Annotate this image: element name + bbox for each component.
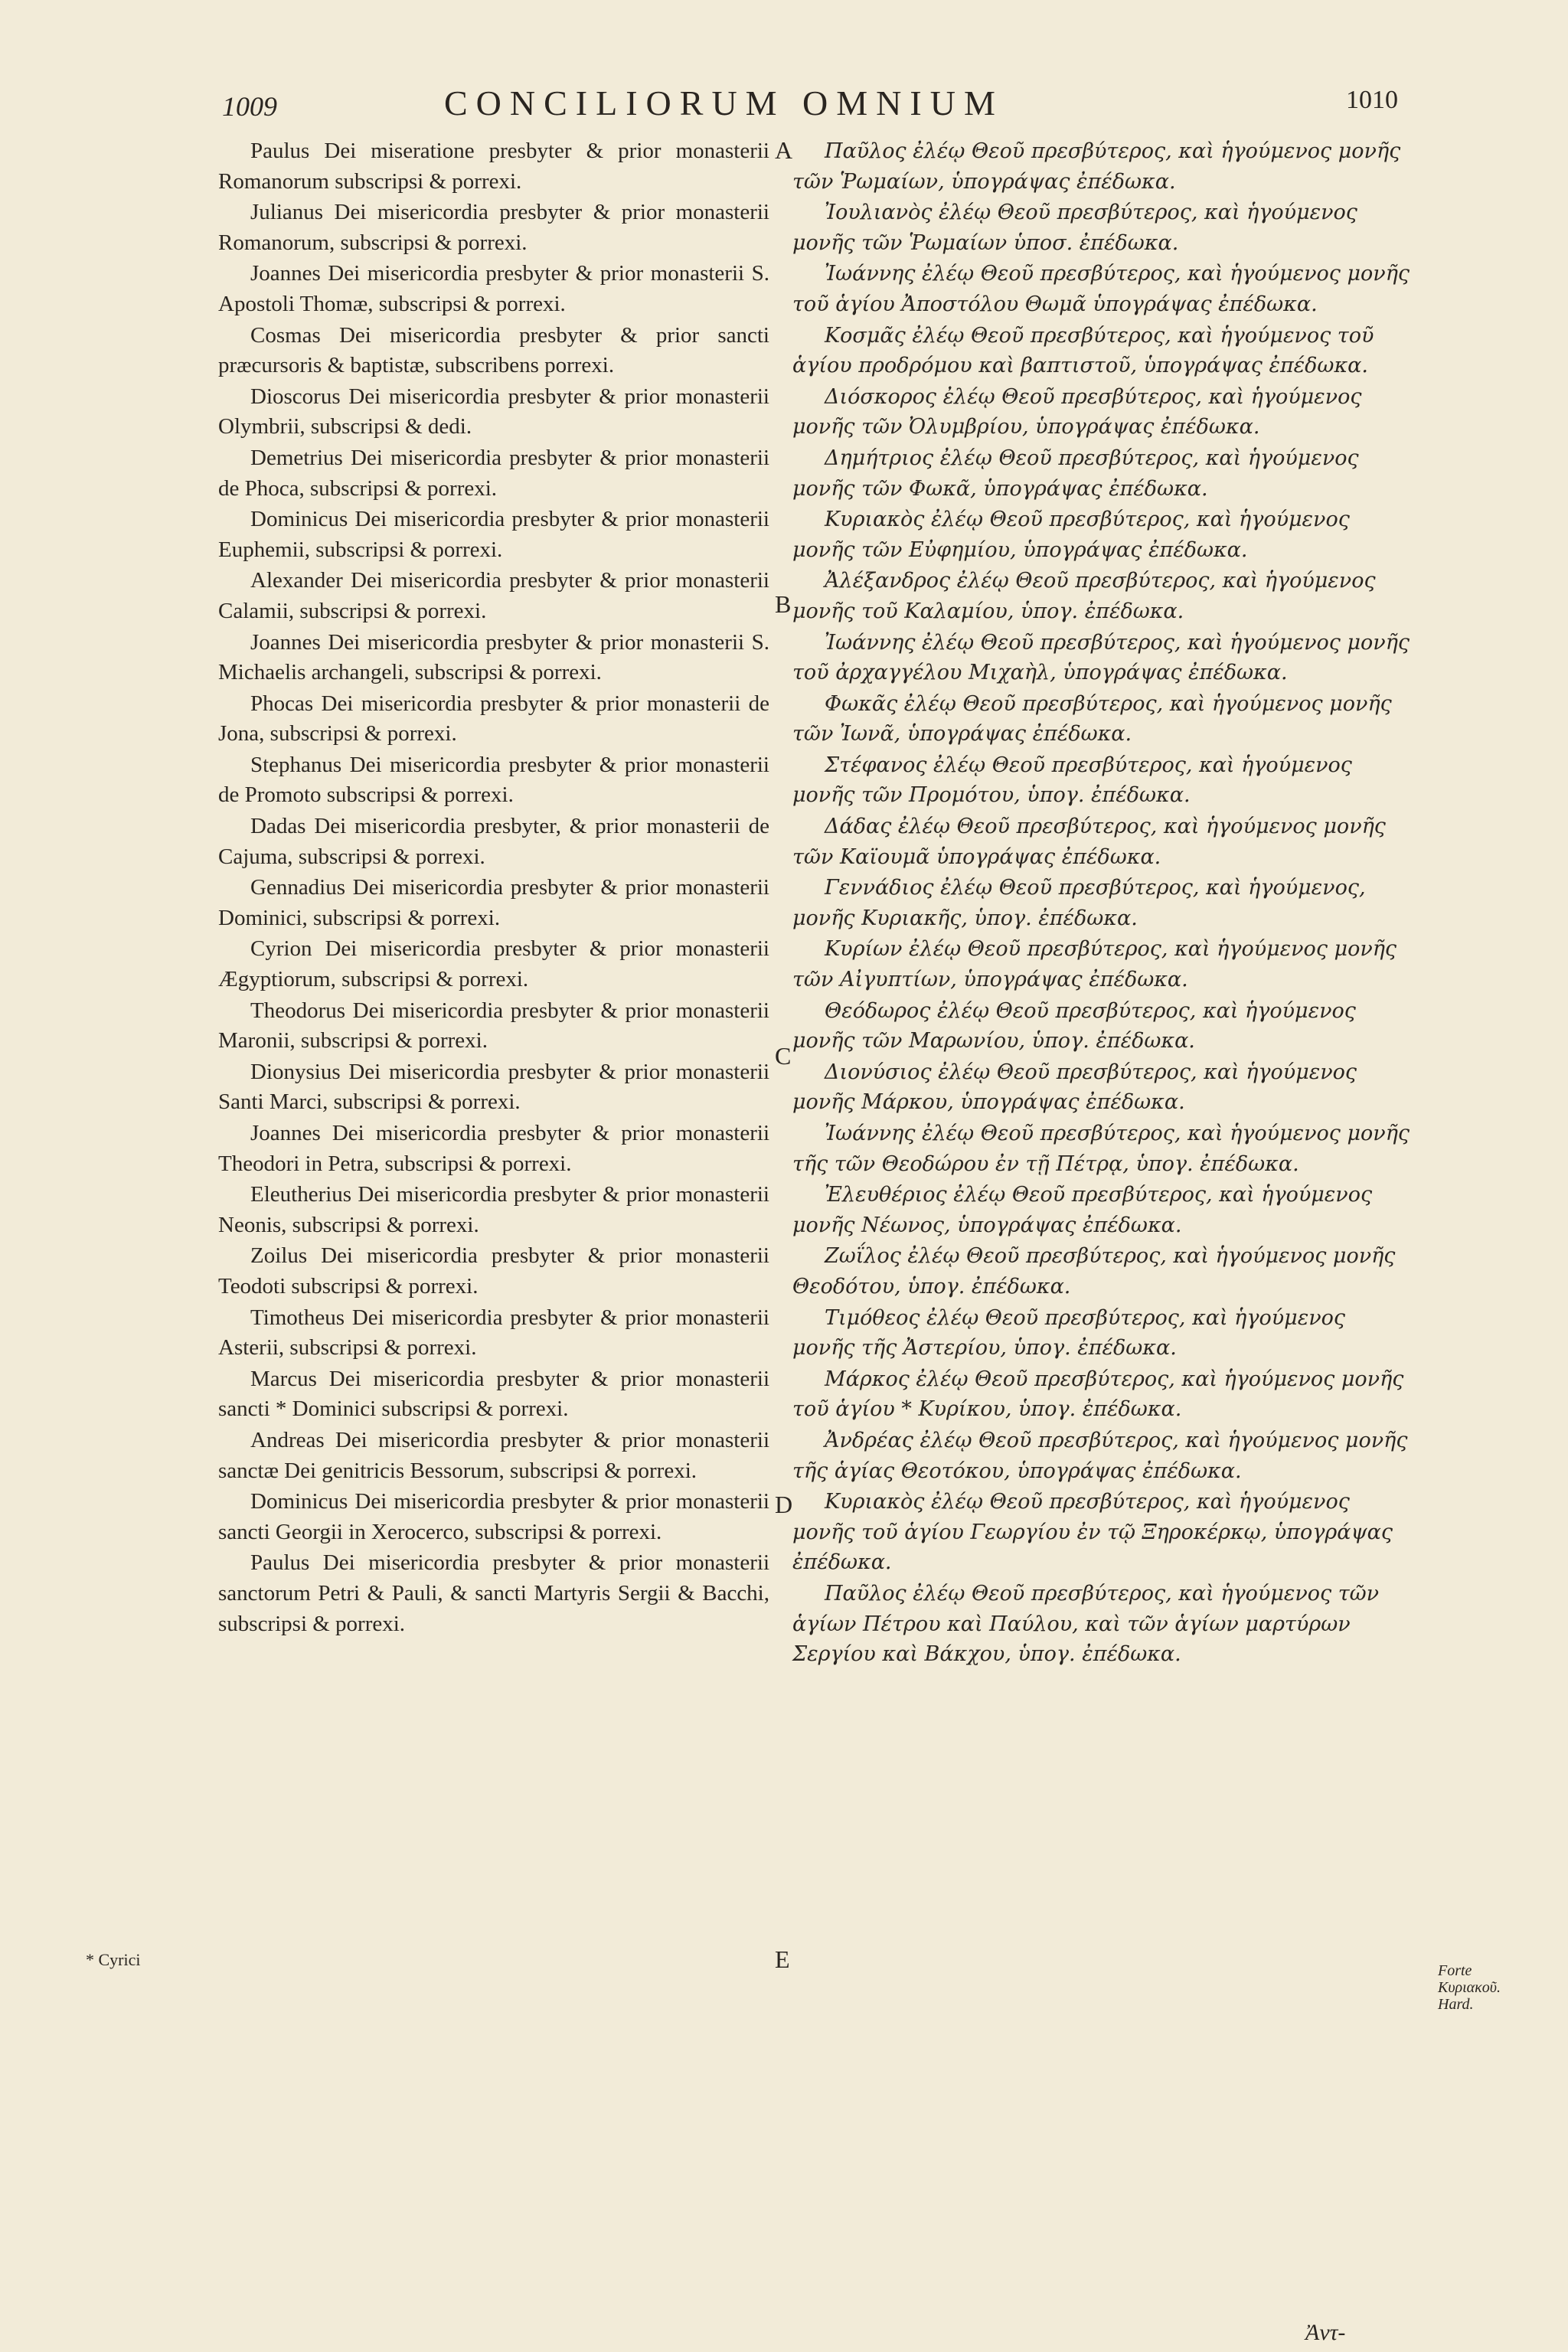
margin-note-right: Forte Κυριακοῦ. Hard. bbox=[1438, 1962, 1501, 2013]
greek-entry: Κυριακὸς ἐλέῳ Θεοῦ πρεσβύτερος, καὶ ἡγούμενος μονῆς τῶν Εὐφημίου, ὑπογράψας ἐπέδωκα. bbox=[792, 508, 1350, 562]
section-letter-b: B bbox=[775, 590, 792, 618]
latin-entry: Phocas Dei misericordia presbyter & prior monasterii de Jona, subscripsi & porrexi. bbox=[218, 691, 769, 746]
latin-entry: Zoilus Dei misericordia presbyter & prior monasterii Teodoti subscripsi & porrexi. bbox=[218, 1243, 769, 1298]
greek-column bbox=[792, 136, 1413, 1671]
greek-entry: Διόσκορος ἐλέῳ Θεοῦ πρεσβύτερος, καὶ ἡγούμενος μονῆς τῶν Ὀλυμβρίου, ὑπογράψας ἐπέδωκα. bbox=[792, 384, 1362, 439]
latin-entry: Andreas Dei misericordia presbyter & prior monasterii sanctæ Dei genitricis Bessorum, subscripsi & porrexi. bbox=[218, 1427, 769, 1483]
greek-entry: Παῦλος ἐλέῳ Θεοῦ πρεσβύτερος, καὶ ἡγούμενος τῶν ἁγίων Πέτρου καὶ Παύλου, καὶ τῶν ἁγίων μαρτύρων Σεργίου καὶ Βάκχου, ὑπογ. ἐπέδωκα. bbox=[792, 1581, 1380, 1667]
latin-entry: Cyrion Dei misericordia presbyter & prior monasterii Ægyptiorum, subscripsi & porrexi. bbox=[218, 936, 769, 992]
greek-entry: Ἰουλιανὸς ἐλέῳ Θεοῦ πρεσβύτερος, καὶ ἡγούμενος μονῆς τῶν Ῥωμαίων ὑποσ. ἐπέδωκα. bbox=[792, 201, 1357, 255]
latin-entry: Gennadius Dei misericordia presbyter & prior monasterii Dominici, subscripsi & porrexi. bbox=[218, 875, 769, 930]
latin-entry: Dadas Dei misericordia presbyter, & prior monasterii de Cajuma, subscripsi & porrexi. bbox=[218, 814, 769, 869]
section-letter-d: D bbox=[775, 1491, 793, 1518]
greek-entry: Ζωΐλος ἐλέῳ Θεοῦ πρεσβύτερος, καὶ ἡγούμενος μονῆς Θεοδότου, ὑπογ. ἐπέδωκα. bbox=[792, 1244, 1396, 1298]
greek-entry: Δημήτριος ἐλέῳ Θεοῦ πρεσβύτερος, καὶ ἡγούμενος μονῆς τῶν Φωκᾶ, ὑπογράψας ἐπέδωκα. bbox=[792, 446, 1359, 501]
page-number-right: 1010 bbox=[1346, 86, 1398, 114]
latin-column bbox=[218, 136, 769, 1640]
latin-entry: Theodorus Dei misericordia presbyter & prior monasterii Maronii, subscripsi & porrexi. bbox=[218, 998, 769, 1054]
greek-entry: Γεννάδιος ἐλέῳ Θεοῦ πρεσβύτερος, καὶ ἡγούμενος, μονῆς Κυριακῆς, ὑπογ. ἐπέδωκα. bbox=[792, 876, 1366, 930]
section-letter-e: E bbox=[775, 1945, 790, 1973]
greek-entry: Ἀνδρέας ἐλέῳ Θεοῦ πρεσβύτερος, καὶ ἡγούμενος μονῆς τῆς ἁγίας Θεοτόκου, ὑπογράψας ἐπέδωκα. bbox=[792, 1428, 1408, 1483]
latin-entry: Dominicus Dei misericordia presbyter & prior monasterii sancti Georgii in Xerocerco, subscripsi & porrexi. bbox=[218, 1489, 769, 1544]
section-letter-c: C bbox=[775, 1042, 792, 1070]
greek-entry: Διονύσιος ἐλέῳ Θεοῦ πρεσβύτερος, καὶ ἡγούμενος μονῆς Μάρκου, ὑπογράψας ἐπέδωκα. bbox=[792, 1060, 1357, 1115]
greek-entry: Κυρίων ἐλέῳ Θεοῦ πρεσβύτερος, καὶ ἡγούμενος μονῆς τῶν Αἰγυπτίων, ὑπογράψας ἐπέδωκα. bbox=[792, 937, 1397, 992]
section-letter-a: A bbox=[775, 136, 793, 164]
greek-entry: Στέφανος ἐλέῳ Θεοῦ πρεσβύτερος, καὶ ἡγούμενος μονῆς τῶν Προμότου, ὑπογ. ἐπέδωκα. bbox=[792, 753, 1352, 808]
latin-entry: Timotheus Dei misericordia presbyter & prior monasterii Asterii, subscripsi & porrexi. bbox=[218, 1305, 769, 1361]
latin-entry: Marcus Dei misericordia presbyter & prior monasterii sancti * Dominici subscripsi & porrexi. bbox=[218, 1366, 769, 1422]
latin-entry: Joannes Dei misericordia presbyter & prior monasterii S. Apostoli Thomæ, subscripsi & porrexi. bbox=[218, 261, 769, 316]
latin-entry: Julianus Dei misericordia presbyter & prior monasterii Romanorum, subscripsi & porrexi. bbox=[218, 200, 769, 255]
latin-entry: Dionysius Dei misericordia presbyter & prior monasterii Santi Marci, subscripsi & porrexi. bbox=[218, 1059, 769, 1115]
latin-entry: Dioscorus Dei misericordia presbyter & prior monasterii Olymbrii, subscripsi & dedi. bbox=[218, 384, 769, 439]
catchword: Ἀντ- bbox=[1305, 2320, 1346, 2345]
greek-entry: Ἰωάννης ἐλέῳ Θεοῦ πρεσβύτερος, καὶ ἡγούμενος μονῆς τοῦ ἀρχαγγέλου Μιχαὴλ, ὑπογράψας ἐπέδωκα. bbox=[792, 630, 1410, 685]
greek-entry: Ἰωάννης ἐλέῳ Θεοῦ πρεσβύτερος, καὶ ἡγούμενος μονῆς τῆς τῶν Θεοδώρου ἐν τῇ Πέτρᾳ, ὑπογ. ἐπέδωκα. bbox=[792, 1122, 1410, 1176]
page-number-left: 1009 bbox=[222, 91, 277, 122]
latin-entry: Alexander Dei misericordia presbyter & prior monasterii Calamii, subscripsi & porrexi. bbox=[218, 568, 769, 623]
greek-entry: Τιμόθεος ἐλέῳ Θεοῦ πρεσβύτερος, καὶ ἡγούμενος μονῆς τῆς Ἀστερίου, ὑπογ. ἐπέδωκα. bbox=[792, 1305, 1345, 1361]
greek-entry: Ἰωάννης ἐλέῳ Θεοῦ πρεσβύτερος, καὶ ἡγούμενος μονῆς τοῦ ἁγίου Ἀποστόλου Θωμᾶ ὑπογράψας ἐπέδωκα. bbox=[792, 262, 1410, 316]
greek-entry: Μάρκος ἐλέῳ Θεοῦ πρεσβύτερος, καὶ ἡγούμενος μονῆς τοῦ ἁγίου * Κυρίκου, ὑπογ. ἐπέδωκα. bbox=[792, 1367, 1404, 1422]
greek-entry: Ἀλέξανδρος ἐλέῳ Θεοῦ πρεσβύτερος, καὶ ἡγούμενος μονῆς τοῦ Καλαμίου, ὑπογ. ἐπέδωκα. bbox=[792, 569, 1376, 623]
margin-note-left: * Cyrici bbox=[86, 1950, 141, 1969]
latin-entry: Paulus Dei misericordia presbyter & prior monasterii sanctorum Petri & Pauli, & sancti Martyris Sergii & Bacchi, subscripsi & porrexi. bbox=[218, 1550, 769, 1636]
latin-entry: Joannes Dei misericordia presbyter & prior monasterii Theodori in Petra, subscripsi & porrexi. bbox=[218, 1121, 769, 1176]
greek-entry: Θεόδωρος ἐλέῳ Θεοῦ πρεσβύτερος, καὶ ἡγούμενος μονῆς τῶν Μαρωνίου, ὑπογ. ἐπέδωκα. bbox=[792, 998, 1356, 1054]
greek-entry: Ἐλευθέριος ἐλέῳ Θεοῦ πρεσβύτερος, καὶ ἡγούμενος μονῆς Νέωνος, ὑπογράψας ἐπέδωκα. bbox=[792, 1183, 1373, 1237]
latin-entry: Eleutherius Dei misericordia presbyter & prior monasterii Neonis, subscripsi & porrexi. bbox=[218, 1182, 769, 1237]
greek-entry: Κοσμᾶς ἐλέῳ Θεοῦ πρεσβύτερος, καὶ ἡγούμενος τοῦ ἁγίου προδρόμου καὶ βαπτιστοῦ, ὑπογράψας ἐπέδωκα. bbox=[792, 323, 1374, 378]
greek-entry: Φωκᾶς ἐλέῳ Θεοῦ πρεσβύτερος, καὶ ἡγούμενος μονῆς τῶν Ἰωνᾶ, ὑπογράψας ἐπέδωκα. bbox=[792, 691, 1392, 746]
latin-entry: Paulus Dei miseratione presbyter & prior monasterii Romanorum subscripsi & porrexi. bbox=[218, 139, 769, 194]
latin-entry: Demetrius Dei misericordia presbyter & prior monasterii de Phoca, subscripsi & porrexi. bbox=[218, 445, 769, 501]
latin-entry: Stephanus Dei misericordia presbyter & prior monasterii de Promoto subscripsi & porrexi. bbox=[218, 752, 769, 808]
greek-entry: Δάδας ἐλέῳ Θεοῦ πρεσβύτερος, καὶ ἡγούμενος μονῆς τῶν Καϊουμᾶ ὑπογράψας ἐπέδωκα. bbox=[792, 815, 1386, 869]
latin-entry: Cosmas Dei misericordia presbyter & prior sancti præcursoris & baptistæ, subscribens porrexi. bbox=[218, 322, 769, 378]
latin-entry: Dominicus Dei misericordia presbyter & prior monasterii Euphemii, subscripsi & porrexi. bbox=[218, 507, 769, 562]
greek-entry: Κυριακὸς ἐλέῳ Θεοῦ πρεσβύτερος, καὶ ἡγούμενος μονῆς τοῦ ἁγίου Γεωργίου ἐν τῷ Ξηροκέρκῳ, ὑπογράψας ἐπέδωκα. bbox=[792, 1490, 1393, 1575]
running-title: CONCILIORUM OMNIUM bbox=[444, 83, 1004, 122]
latin-entry: Joannes Dei misericordia presbyter & prior monasterii S. Michaelis archangeli, subscripsi & porrexi. bbox=[218, 629, 769, 685]
greek-entry: Παῦλος ἐλέῳ Θεοῦ πρεσβύτερος, καὶ ἡγούμενος μονῆς τῶν Ῥωμαίων, ὑπογράψας ἐπέδωκα. bbox=[792, 139, 1401, 194]
